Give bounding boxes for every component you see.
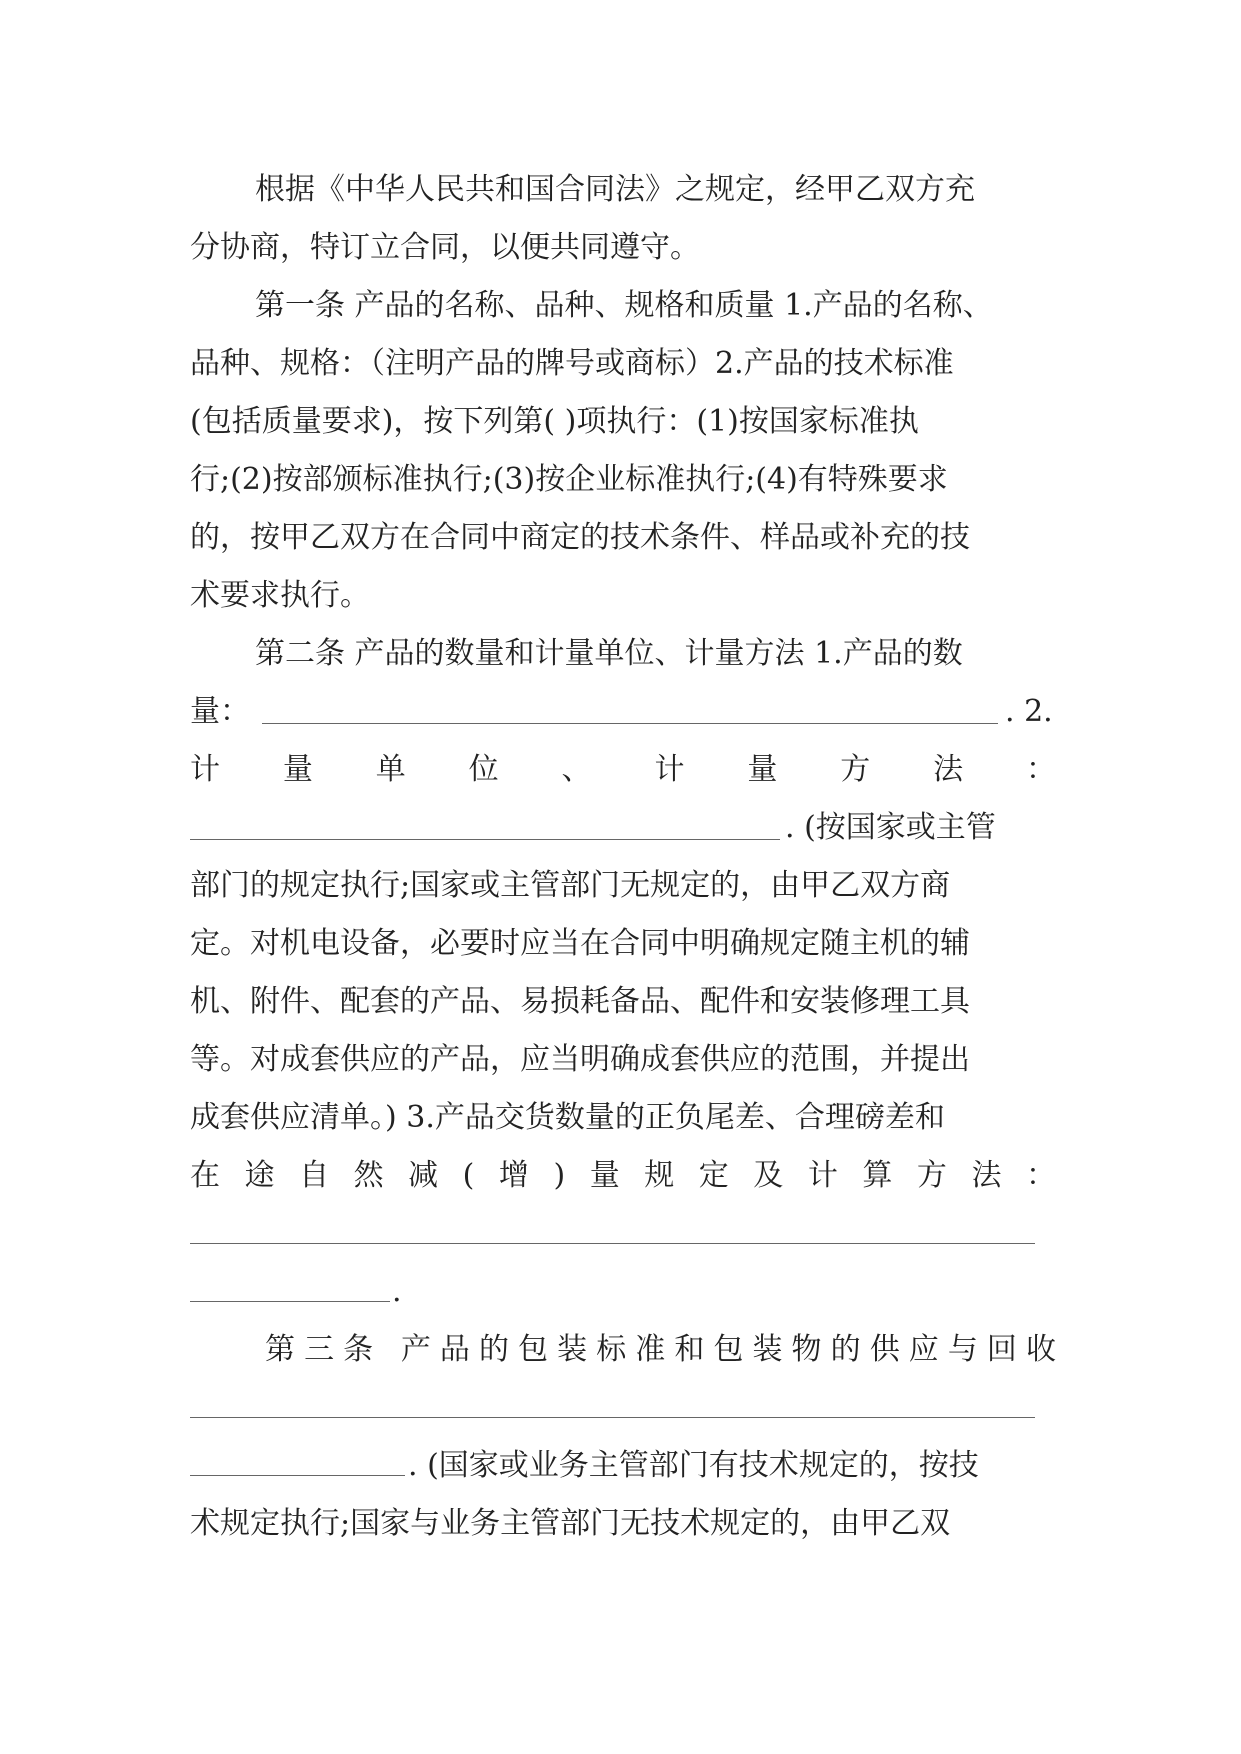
paragraph-line: 的，按甲乙双方在合同中商定的技术条件、样品或补充的技 (190, 520, 970, 555)
paragraph-line: 根据《中华人民共和国合同法》之规定，经甲乙双方充 (255, 172, 975, 207)
paragraph-line: . 2. (1005, 694, 1053, 729)
quantity-blank-line (262, 723, 998, 724)
paragraph-line: 术要求执行。 (190, 578, 370, 613)
paragraph-line: 术规定执行;国家与业务主管部门无技术规定的，由甲乙双 (190, 1506, 951, 1541)
tolerance-label: 在途自然减(增)量规定及计算方法： (190, 1158, 1056, 1193)
paragraph-line: . (国家或业务主管部门有技术规定的，按技 (408, 1448, 979, 1483)
paragraph-line: 部门的规定执行;国家或主管部门无规定的，由甲乙双方商 (190, 868, 951, 903)
paragraph-line: . (按国家或主管 (785, 810, 996, 845)
paragraph-line: 分协商，特订立合同，以便共同遵守。 (190, 230, 700, 265)
paragraph-line: 成套供应清单。) 3.产品交货数量的正负尾差、合理磅差和 (190, 1100, 945, 1135)
packaging-blank-line-short (190, 1475, 405, 1476)
article-two-heading: 第二条 产品的数量和计量单位、计量方法 1.产品的数 (255, 636, 963, 671)
packaging-blank-line (190, 1417, 1035, 1418)
paragraph-line: 品种、规格：（注明产品的牌号或商标）2.产品的技术标准 (190, 346, 954, 381)
tolerance-blank-line (190, 1243, 1035, 1244)
paragraph-line: 等。对成套供应的产品，应当明确成套供应的范围，并提出 (190, 1042, 970, 1077)
tolerance-blank-line-short (190, 1301, 390, 1302)
paragraph-line: (包括质量要求)，按下列第( )项执行：(1)按国家标准执 (190, 404, 919, 439)
unit-method-blank-line (190, 839, 780, 840)
paragraph-line: 行;(2)按部颁标准执行;(3)按企业标准执行;(4)有特殊要求 (190, 462, 948, 497)
paragraph-line: 定。对机电设备，必要时应当在合同中明确规定随主机的辅 (190, 926, 970, 961)
article-one-heading: 第一条 产品的名称、品种、规格和质量 1.产品的名称、 (255, 288, 993, 323)
paragraph-line: 机、附件、配套的产品、易损耗备品、配件和安装修理工具 (190, 984, 970, 1019)
article-three-heading: 第三条 产品的包装标准和包装物的供应与回收 (265, 1332, 1056, 1367)
paragraph-line: . (392, 1274, 402, 1309)
quantity-label: 量： (190, 694, 250, 729)
unit-method-label: 计量单位、计量方法： (190, 752, 1056, 787)
